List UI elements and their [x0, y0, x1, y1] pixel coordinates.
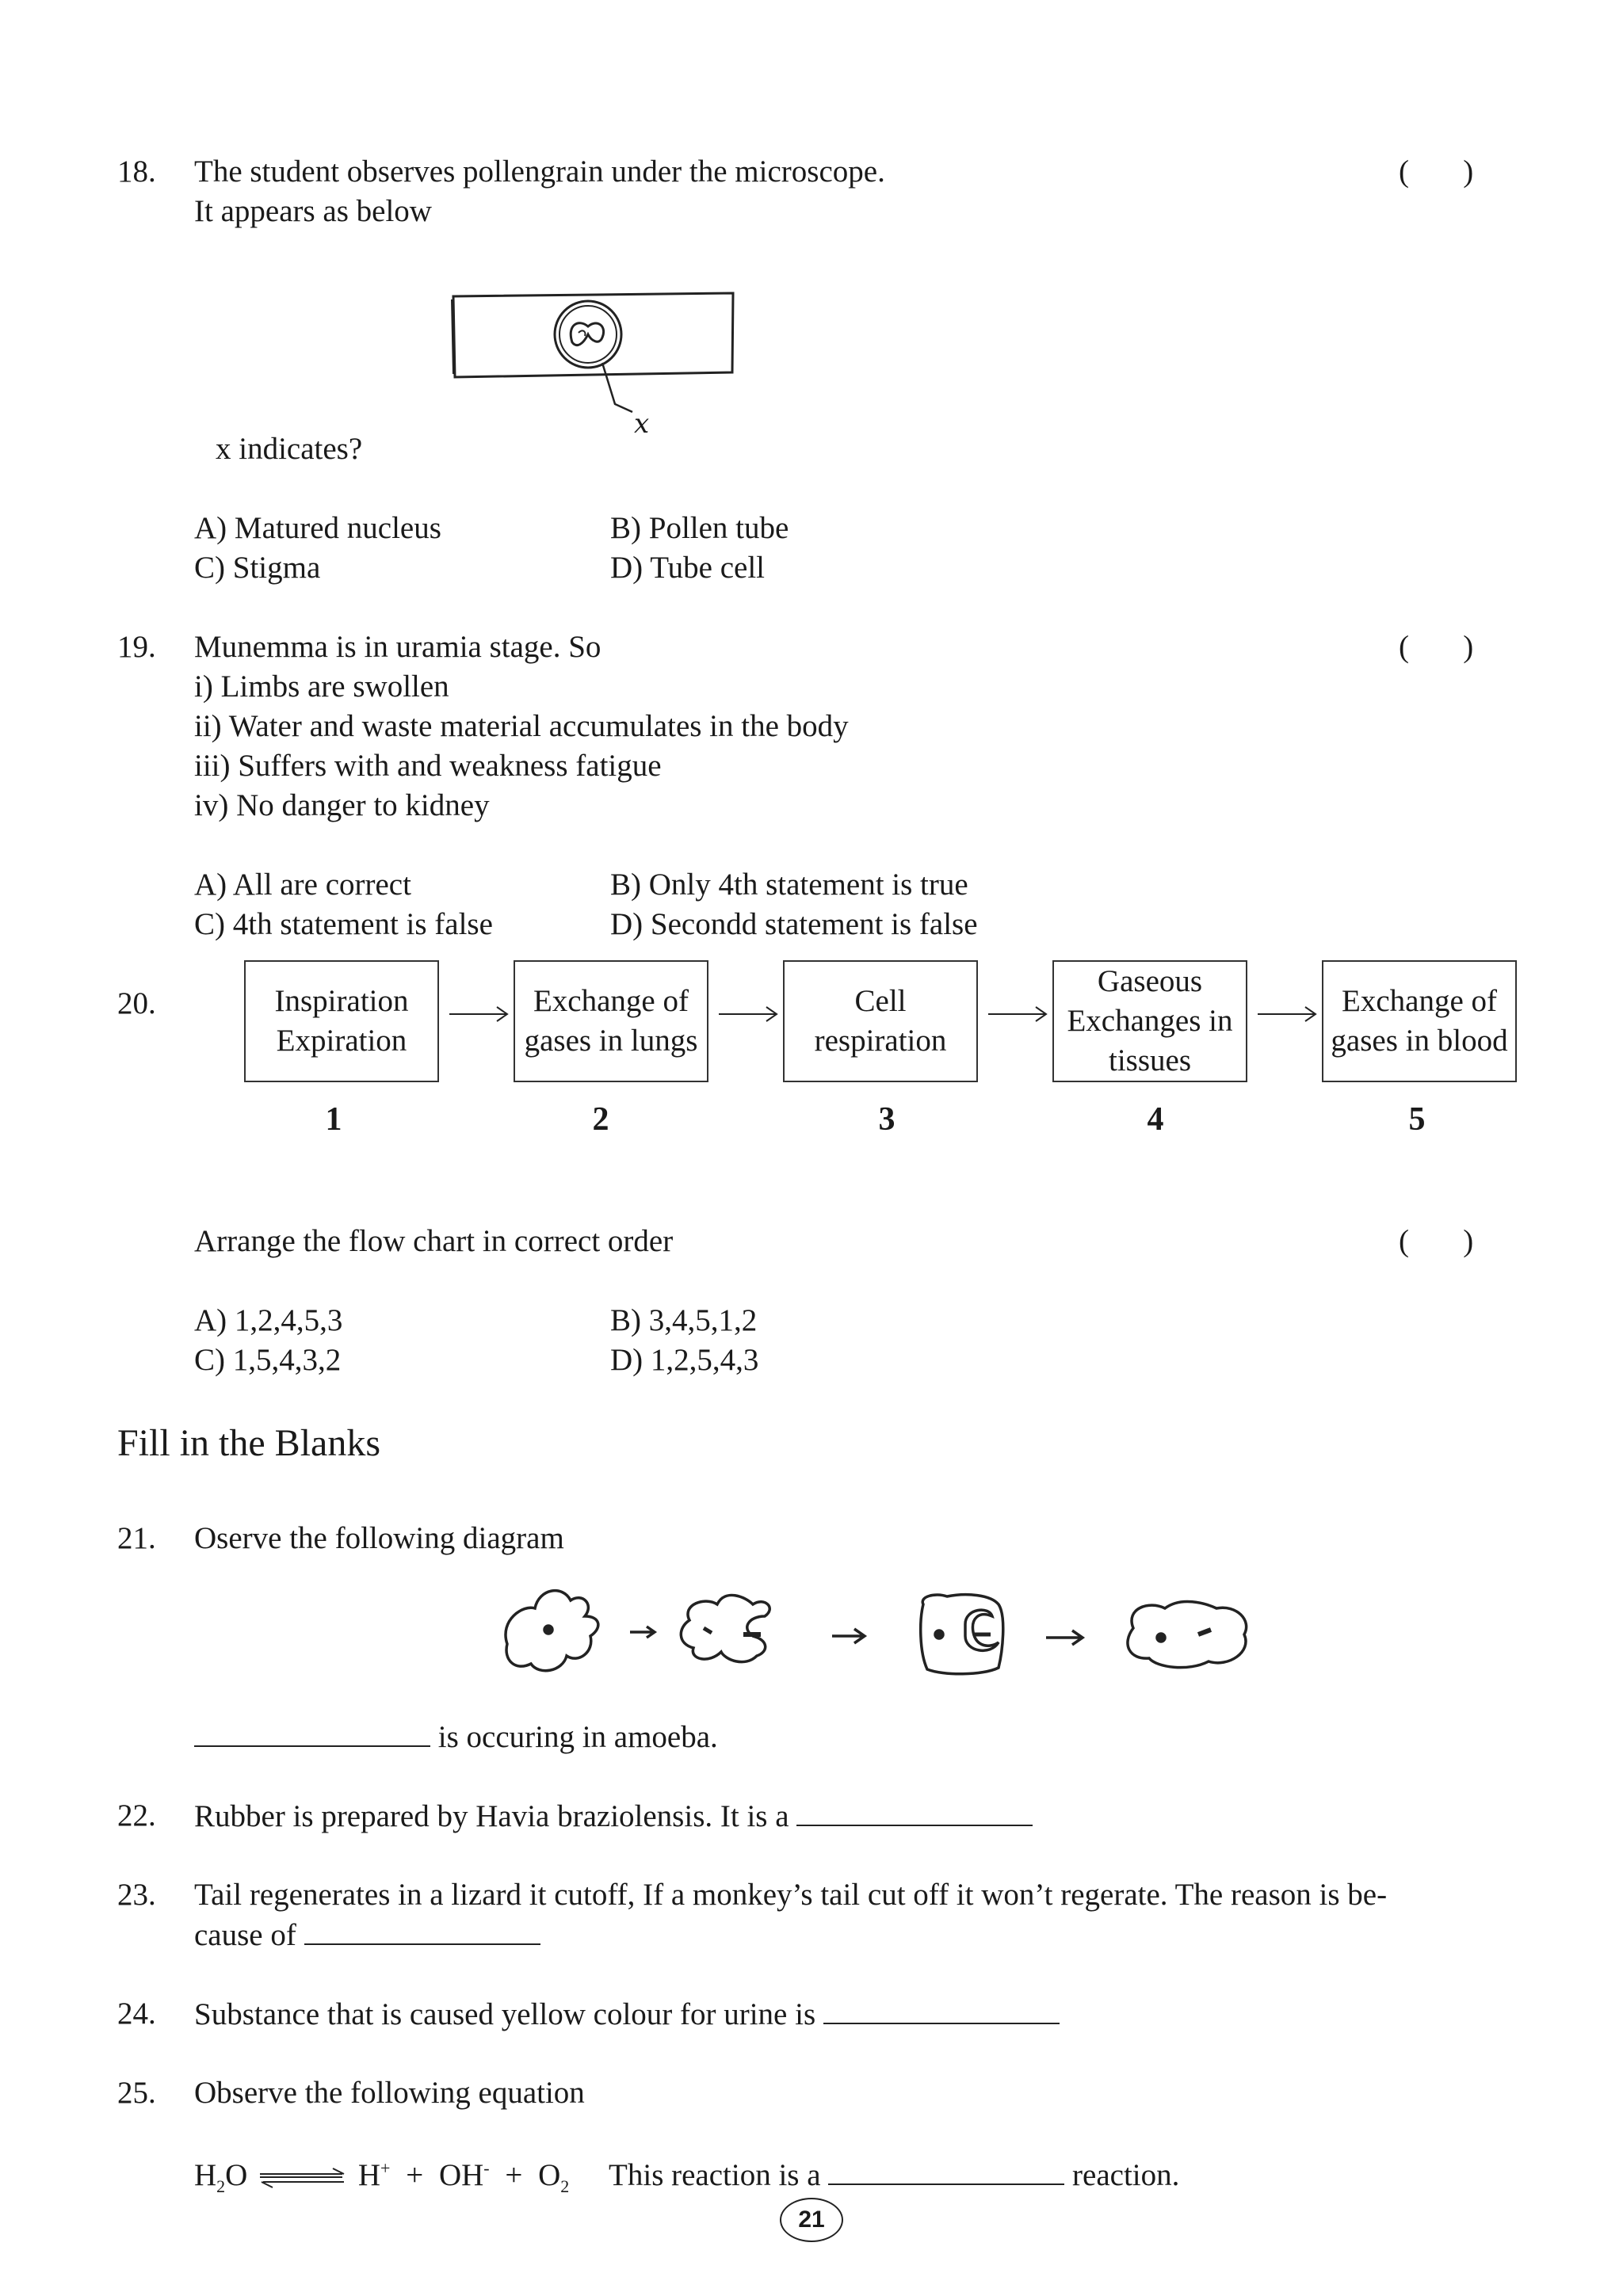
- eq-operator: +: [505, 2158, 523, 2192]
- flow-box-text: Exchange of: [1342, 984, 1497, 1018]
- option-b: B) Only 4th statement is true: [610, 868, 968, 902]
- pollen-grain-slide-image: [444, 285, 745, 444]
- option-d: D) Secondd statement is false: [610, 907, 978, 941]
- flow-box-text: Cell: [854, 984, 907, 1018]
- flow-number: 3: [878, 1101, 896, 1138]
- option-a: A) All are correct: [194, 868, 411, 902]
- question-text: Rubber is prepared by Havia braziolensis. It is a: [194, 1799, 789, 1833]
- question-text: reaction.: [1072, 2158, 1180, 2192]
- flow-box-text: Expiration: [276, 1024, 407, 1058]
- question-text: Tail regenerates in a lizard it cutoff, If a monkey’s tail cut off it won’t regerate. The reason is be-: [194, 1878, 1388, 1912]
- question-text: Substance that is caused yellow colour for urine is: [194, 1997, 816, 2031]
- question-text: Observe the following equation: [194, 2076, 585, 2110]
- option-d: D) Tube cell: [610, 551, 765, 585]
- question-number: 25.: [117, 2076, 156, 2110]
- eq-operator: +: [406, 2158, 424, 2192]
- question-text: Oserve the following diagram: [194, 1521, 564, 1555]
- flow-number: 4: [1147, 1101, 1164, 1138]
- flow-box-3: [783, 960, 978, 1082]
- answer-blank[interactable]: [823, 1994, 1060, 2024]
- answer-bracket: ( ): [1399, 154, 1474, 189]
- question-text: cause of: [194, 1918, 296, 1952]
- flow-box-5: [1322, 960, 1517, 1082]
- question-text: The student observes pollengrain under the microscope.: [194, 154, 885, 189]
- flow-box-text: respiration: [814, 1024, 947, 1058]
- page-number-badge: [780, 2198, 843, 2242]
- flow-box-2: [514, 960, 708, 1082]
- eq-superscript: +: [380, 2158, 391, 2178]
- flow-box-text: Exchanges in: [1067, 1004, 1233, 1038]
- equilibrium-arrow-icon: [257, 2166, 349, 2190]
- option-d: D) 1,2,5,4,3: [610, 1343, 759, 1377]
- flow-box-text: Inspiration: [274, 984, 409, 1018]
- flow-box-4: [1052, 960, 1247, 1082]
- question-text-line: [194, 1915, 540, 1955]
- answer-bracket: ( ): [1399, 1224, 1474, 1258]
- option-b: B) 3,4,5,1,2: [610, 1303, 758, 1337]
- eq-superscript: -: [483, 2158, 490, 2178]
- arrow-right-icon: [1256, 1005, 1318, 1024]
- page-number: 21: [798, 2206, 825, 2233]
- eq-symbol: H: [194, 2158, 217, 2192]
- section-heading: Fill in the Blanks: [117, 1422, 381, 1464]
- amoeba-division-image: [491, 1573, 1284, 1691]
- answer-bracket: ( ): [1399, 630, 1474, 664]
- answer-blank[interactable]: [796, 1796, 1033, 1826]
- question-number: 20.: [117, 986, 156, 1020]
- flow-box-text: Gaseous: [1097, 964, 1203, 998]
- eq-symbol: O: [538, 2158, 561, 2192]
- eq-symbol: OH: [438, 2158, 484, 2192]
- flow-box-text: tissues: [1108, 1043, 1191, 1077]
- eq-symbol: H: [357, 2158, 381, 2192]
- arrow-right-icon: [717, 1005, 779, 1024]
- option-c: C) 1,5,4,3,2: [194, 1343, 342, 1377]
- question-ask: x indicates?: [216, 432, 363, 466]
- question-text: This reaction is a: [609, 2158, 821, 2192]
- question-number: 23.: [117, 1878, 156, 1912]
- arrow-right-icon: [987, 1005, 1048, 1024]
- arrow-right-icon: [448, 1005, 510, 1024]
- flow-number: 1: [325, 1101, 342, 1138]
- answer-blank[interactable]: [194, 1717, 430, 1747]
- statement: i) Limbs are swollen: [194, 669, 449, 704]
- option-a: A) Matured nucleus: [194, 511, 441, 545]
- option-c: C) 4th statement is false: [194, 907, 493, 941]
- eq-subscript: 2: [560, 2176, 570, 2196]
- question-text-line: [194, 1994, 1060, 2035]
- statement: ii) Water and waste material accumulates in the body: [194, 709, 849, 743]
- question-number: 21.: [117, 1521, 156, 1555]
- flow-box-text: Exchange of: [533, 984, 689, 1018]
- eq-symbol: O: [225, 2158, 248, 2192]
- question-number: 22.: [117, 1798, 156, 1833]
- flow-box-text: gases in lungs: [524, 1024, 698, 1058]
- question-text-line: [194, 1796, 1033, 1836]
- question-text-line: [194, 1717, 718, 1757]
- question-text: Munemma is in uramia stage. So: [194, 630, 601, 664]
- answer-blank[interactable]: [304, 1915, 540, 1945]
- flow-box-text: gases in blood: [1331, 1024, 1508, 1058]
- flow-number: 5: [1408, 1101, 1426, 1138]
- option-a: A) 1,2,4,5,3: [194, 1303, 343, 1337]
- flow-box-1: [244, 960, 439, 1082]
- question-ask: Arrange the flow chart in correct order: [194, 1224, 674, 1258]
- option-b: B) Pollen tube: [610, 511, 789, 545]
- question-text: It appears as below: [194, 194, 432, 228]
- answer-blank[interactable]: [828, 2155, 1064, 2185]
- statement: iii) Suffers with and weakness fatigue: [194, 749, 662, 783]
- option-c: C) Stigma: [194, 551, 321, 585]
- question-number: 19.: [117, 630, 156, 664]
- flow-number: 2: [592, 1101, 609, 1138]
- eq-subscript: 2: [216, 2176, 226, 2196]
- question-tail: is occuring in amoeba.: [437, 1720, 718, 1754]
- statement: iv) No danger to kidney: [194, 788, 490, 822]
- question-number: 24.: [117, 1997, 156, 2031]
- label-x: x: [634, 408, 650, 440]
- question-number: 18.: [117, 154, 156, 189]
- chemical-equation: [194, 2149, 1179, 2206]
